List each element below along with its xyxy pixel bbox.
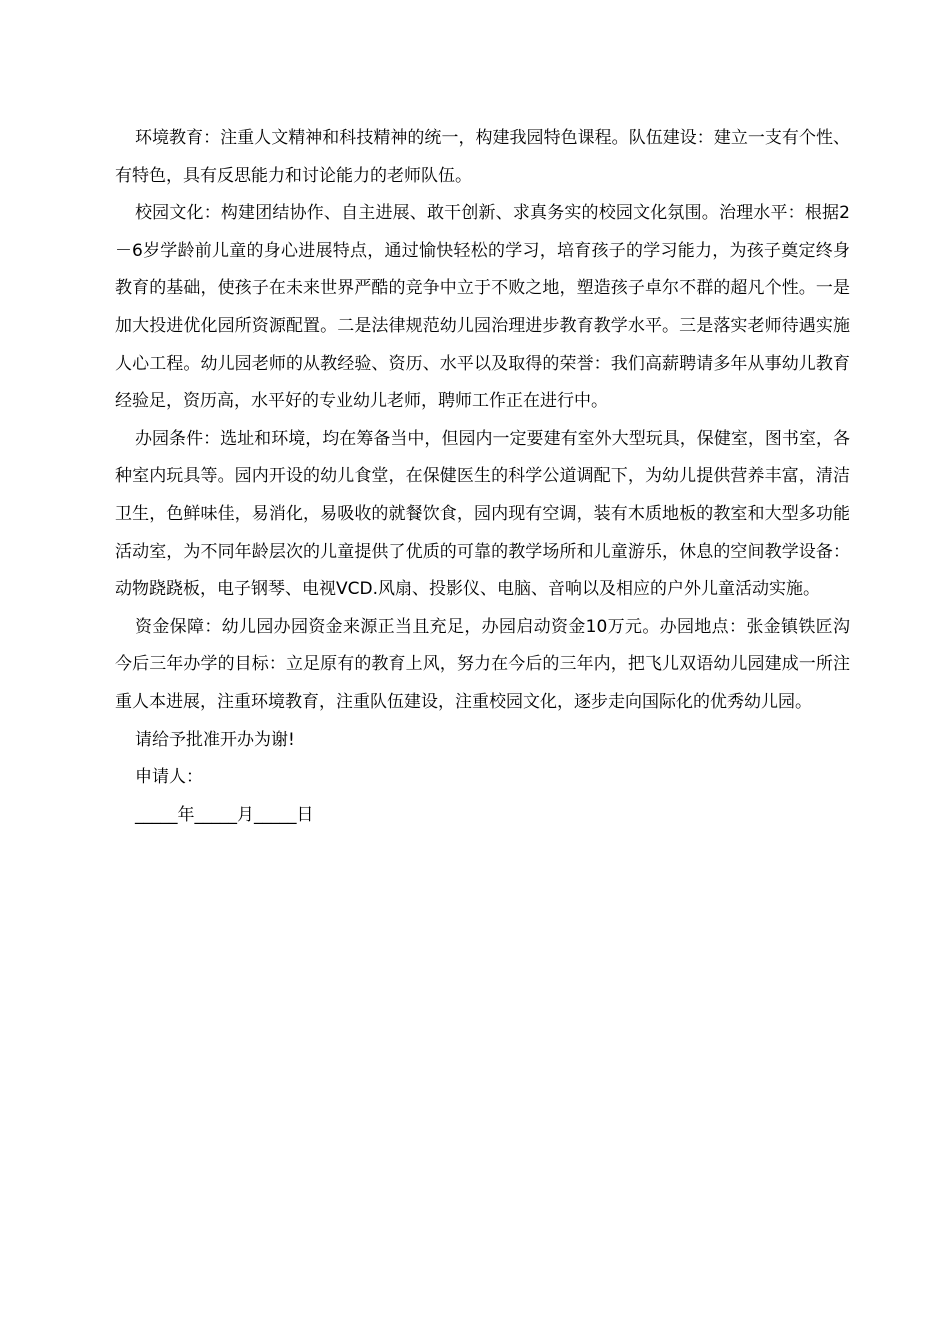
paragraph-funding: 资金保障：幼儿园办园资金来源正当且充足，办园启动资金10万元。办园地点：张金镇铁匠沟今后三年办学的目标：立足原有的教育上风，努力在今后的三年内，把飞儿双语幼儿园建成一所注重人本进展，注重环境教育，注重队伍建设，注重校园文化，逐步走向国际化的优秀幼儿园。 — [115, 616, 850, 712]
date-line: _____年_____月_____日 — [135, 804, 314, 825]
paragraph-campus-culture: 校园文化：构建团结协作、自主进展、敢干创新、求真务实的校园文化氛围。治理水平：根据2－6岁学龄前儿童的身心进展特点，通过愉快轻松的学习，培育孩子的学习能力，为孩子奠定终身教育的基础，使孩子在未来世界严酷的竞争中立于不败之地，塑造孩子卓尔不群的超凡个性。一是加大投进优化园所资源配置。二是法律规范幼儿园治理进步教育教学水平。三是落实老师待遇实施人心工程。幼儿园老师的从教经验、资历、水平以及取得的荣誉：我们高薪聘请多年从事幼儿教育经验足，资历高，水平好的专业幼儿老师，聘师工作正在进行中。 — [115, 203, 850, 412]
paragraph-environment-education: 环境教育：注重人文精神和科技精神的统一，构建我园特色课程。队伍建设：建立一支有个性、有特色，具有反思能力和讨论能力的老师队伍。 — [115, 128, 850, 186]
closing-request: 请给予批准开办为谢! — [135, 729, 295, 750]
applicant-label: 申请人： — [135, 767, 203, 788]
paragraph-facilities: 办园条件：选址和环境，均在筹备当中，但园内一定要建有室外大型玩具，保健室，图书室，各种室内玩具等。园内开设的幼儿食堂，在保健医生的科学公道调配下，为幼儿提供营养丰富，清洁卫生，色鲜味佳，易消化，易吸收的就餐饮食，园内现有空调，装有木质地板的教室和大型多功能活动室，为不同年龄层次的儿童提供了优质的可靠的教学场所和儿童游乐，休息的空间教学设备：动物跷跷板，电子钢琴、电视VCD.风扇、投影仪、电脑、音响以及相应的户外儿童活动实施。 — [115, 428, 850, 600]
document-page — [115, 120, 850, 834]
